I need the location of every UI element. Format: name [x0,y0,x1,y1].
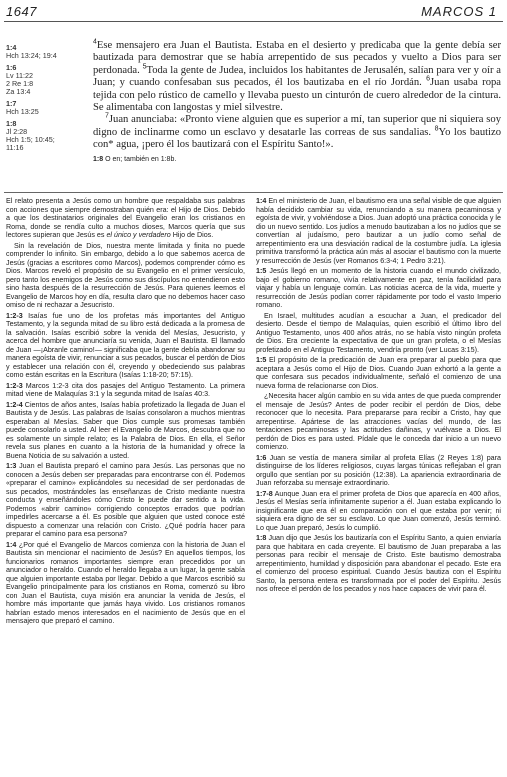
verse-number: 8 [434,125,439,133]
cross-references [6,44,76,156]
commentary-verse-ref: 1:7-8 [256,489,273,498]
cross-reference-group [6,100,76,116]
commentary-paragraph: 1:3 Juan el Bautista preparó el camino para Jesús. Las personas que no conocen a Jesús deben ser preparadas para encontrarse con él. Podemos «preparar el camino» explicándoles su necesidad de ser perdonadas de sus pecados, mostrándoles las enseñanzas de Cristo mediante nuestra conducta y enseñándoles cómo Cristo le puede dar sentido a la vida. Podemos «abrir camino» corrigiendo conceptos errados que podrían impedirles acercarse a él. Es posible que alguien que usted conoce esté dispuesto a comenzar una relación con Cristo. ¿Qué podría hacer para preparar el camino para esa persona? [6,462,245,538]
commentary-paragraph: 1:4 ¿Por qué el Evangelio de Marcos comienza con la historia de Juan el Bautista sin mencionar el nacimiento de Jesús? En aquellos tiempos, los funcionarios romanos importantes siempre eran precedidos por un anunciador o heraldo. Cuando el heraldo llegaba a un lugar, la gente sabía que alguien importante estaba por llegar. Debido a que Marcos escribió su Evangelio principalmente para los cristianos en Roma, comenzó su libro con Juan el Bautista, cuya misión era anunciar la venida de Jesús, el hombre más importante que jamás haya vivido. Los cristianos romanos habrían estado menos interesados en el nacimiento de Jesús que en el mensajero que preparó el camino. [6,540,245,625]
commentary-right-column [256,197,501,596]
commentary-paragraph: 1:4 En el ministerio de Juan, el bautismo era una señal visible de que alguien había decidido cambiar su vida, renunciando a su manera pecaminosa y egoísta de vivir, y volviéndose a Dios. Juan adoptó una práctica conocida y le dio un nuevo sentido. Los judíos a menudo bautizaban a los no judíos que se convertían al judaísmo, pero bautizar a un judío como señal de arrepentimiento era una desviación radical de la costumbre judía. La iglesia primitiva transformó la práctica aún más al asociar el bautismo con la muerte y resurrección de Jesús (ver Romanos 6:3-4; 1 Pedro 3:21). [256,197,501,265]
commentary-verse-ref: 1:4 [256,197,267,205]
cross-reference-verse: 1:8 [6,119,17,128]
commentary-paragraph: 1:6 Juan se vestía de manera similar al profeta Elías (2 Reyes 1:8) para distinguirse de los líderes religiosos, cuyas largas túnicas reflejaban el gran orgullo que sentían por su posición (12:38). La apariencia extraordinaria de Juan reforzaba su mensaje extraordinario. [256,453,501,487]
cross-reference-line: Za 13:4 [6,87,31,96]
verse-text: Yo los bautizo con* agua, ¡pero él los bautizará con el Espíritu Santo!». [93,126,501,151]
verse-number: 4 [93,38,97,46]
footnote [93,154,501,166]
commentary-paragraph: 1:2-3 Marcos 1:2-3 cita dos pasajes del Antiguo Testamento. La primera mitad viene de Malaquías 3:1 y la segunda mitad de Isaías 40:3. [6,381,245,398]
commentary-verse-ref: 1:2-4 [6,400,23,409]
cross-reference-line: 11:16 [6,143,24,152]
commentary-verse-ref: 1:5 [256,267,267,275]
commentary-verse-ref: 1:2-3 [6,381,23,390]
cross-reference-verse: 1:6 [6,63,17,72]
cross-reference-group [6,64,76,96]
scripture-text [93,40,501,166]
cross-reference-line: Hch 1:5; 10:45; [6,135,55,144]
commentary-paragraph: 1:8 Juan dijo que Jesús los bautizaría con el Espíritu Santo, a quien enviaría para que habitara en cada creyente. El bautismo de Juan preparaba a las personas para recibir el mensaje de Cristo. Este bautismo demostraba arrepentimiento, humildad y disposición para abandonar el pecado. Este era el comienzo del proceso espiritual. Cuando Jesús bautiza con el Espíritu Santo, la persona entera es transformada por el poder del Espíritu. Jesús nos ofrece el perdón de los pecados y nos hace capaces de vivir para él. [256,534,501,593]
verse-number: 6 [426,75,431,83]
commentary-paragraph: 1:2-4 Cientos de años antes, Isaías había profetizado la llegada de Juan el Bautista y de Jesús. Las palabras de Isaías consolaron a muchos mientras esperaban al Mesías. Saber que Dios cumple sus promesas también puede consolarlo a usted. Al leer el Evangelio de Marcos, descubra que no es solamente un simple relato; es la Palabra de Dios. En ella, el Señor revela sus planes en cuanto a la historia de la humanidad y ofrece la Buena Noticia de su salvación a usted. [6,400,245,460]
cross-reference-verse: 1:4 [6,43,17,52]
header-rule [4,21,503,22]
commentary-verse-ref: 1:6 [256,453,267,462]
section-divider [4,192,503,193]
cross-reference-line: Hch 13:25 [6,107,39,116]
cross-reference-line: 2 Re 1:8 [6,79,34,88]
cross-reference-verse: 1:7 [6,99,17,108]
verse-text: Ese mensajero era Juan el Bautista. Estaba en el desierto y predicaba que la gente debía ser bautizada para demostrar que se había arrepentido de sus pecados y vuelto a Dios para ser perdonada. [93,40,501,76]
commentary-verse-ref: 1:4 [6,540,17,549]
commentary-verse-ref: 1:3 [6,462,17,470]
commentary-paragraph: ¿Necesita hacer algún cambio en su vida antes de que pueda comprender el mensaje de Jesús? Antes de poder recibir el perdón de Dios, debe reconocer que lo necesita. Para prepararse para recibir a Cristo, hay que arrepentirse. Apártese de las atracciones vacías del mundo, de las tentaciones pecaminosas y las actitudes dañinas, y vuélvase a Dios. El perdón de Dios es para usted. Pídale que le conceda dar inicio a un nuevo comienzo. [256,392,501,451]
verse-text: Juan anunciaba: «Pronto viene alguien que es superior a mí, tan superior que ni siquiera soy digno de inclinarme como un esclavo y desatarle las correas de sus sandalias. [93,114,501,138]
verse-text: Juan usaba ropa tejida con pelo rústico de camello y llevaba puesto un cinturón de cuero alrededor de la cintura. Se alimentaba con langostas y miel silvestre. [93,77,501,114]
commentary-paragraph: 1:5 Jesús llegó en un momento de la historia cuando el mundo civilizado, bajo el gobierno romano, vivía relativamente en paz, tenía facilidad para viajar y había un lenguaje común. Las noticias acerca de la vida, muerte y resurrección de Jesús podían correr rápidamente por todo el vasto Imperio romano. [256,267,501,309]
commentary-verse-ref: 1:5 [256,356,267,364]
commentary-verse-ref: 1:8 [256,534,267,542]
emphasis: el único y verdadero [106,231,171,239]
cross-reference-group [6,44,76,60]
commentary-paragraph: 1:7-8 Aunque Juan era el primer profeta de Dios que aparecía en 400 años, Jesús el Mesías sería infinitamente superior a él. Juan estaba explicando lo insignificante que era él en comparación con el que estaba por venir; ni siquiera era digno de ser su esclavo. Lo que Juan comenzó, Jesús terminó. Lo que Juan preparó, Jesús lo cumplió. [256,489,501,532]
commentary-paragraph: 1:2-3 Isaías fue uno de los profetas más importantes del Antiguo Testamento, y la segunda mitad de su libro está dedicada a la promesa de la salvación. Isaías escribió sobre la venida del Mesías, Jesucristo, y acerca del hombre que anunciaría su venida, Juan el Bautista. El llamado de Juan —¡Abranle camino!— significaba que la gente debía abandonar su manera egoísta de vivir, renunciar a sus pecados, buscar el perdón de Dios y establecer una relación con él, creyendo y obedeciendo sus palabras como están escritas en la Escritura (Isaías 1:18-20; 57:15). [6,311,245,379]
cross-reference-line: Jl 2:28 [6,127,28,136]
verse-number: 7 [105,112,109,120]
running-title: MARCOS 1 [421,4,497,19]
commentary-paragraph: 1:5 El propósito de la predicación de Juan era preparar al pueblo para que aceptara a Jesús como el Hijo de Dios. Cuando Juan exhortó a la gente a que confesara sus pecados individualmente, señaló el comienzo de una nueva forma de relacionarse con Dios. [256,356,501,390]
page-number: 1647 [6,4,37,19]
footnote-ref: 1:8 [93,155,104,163]
commentary-paragraph: El relato presenta a Jesús como un hombre que respaldaba sus palabras con acciones que siempre demostraban quién era: el Hijo de Dios. Debido a que los destinatarios originales del Evangelio eran los cristianos en Roma, donde se rendía culto a muchos dioses, Marcos quería que sus lectores supieran que Jesús es el único y verdadero Hijo de Dios. [6,197,245,239]
commentary-verse-ref: 1:2-3 [6,311,23,320]
cross-reference-line: Hch 13:24; 19:4 [6,51,57,60]
verse-number: 5 [142,63,147,71]
cross-reference-group [6,120,76,152]
verse-text: Toda la gente de Judea, incluidos los habitantes de Jerusalén, salían para ver y oír a Juan; y cuando confesaban sus pecados, él los bautizaba en el río Jordán. [93,64,501,89]
footnote-text: O en; también en 1:8b. [105,155,177,163]
commentary-paragraph: Sin la revelación de Dios, nuestra mente limitada y finita no puede comprender lo infinito. Sin embargo, debido a lo que sabemos acerca de Jesús (gracias a escritores como Marcos), podemos comprender cómo es Dios. Marcos reveló el propósito de su Evangelio en el primer versículo, pero tanto los enemigos de Jesús como sus discípulos no entendieron esto sino hasta después de la resurrección de Jesús. Para quienes leemos el Evangelio de Marcos hoy en día, resulta claro que no debemos hacer caso omiso de ni rechazar a Jesucristo. [6,241,245,309]
commentary-left-column [6,197,245,628]
commentary-paragraph: En Israel, multitudes acudían a escuchar a Juan, el predicador del desierto. Desde el tiempo de Malaquías, quien escribió el último libro del Antiguo Testamento, unos 400 años atrás, no se había visto ningún profeta de Dios. Era creciente la expectativa de que un gran profeta, o el Mesías profetizado en el Antiguo Testamento, vendría pronto (ver Lucas 3:15). [256,311,501,354]
cross-reference-line: Lv 11:22 [6,71,34,80]
